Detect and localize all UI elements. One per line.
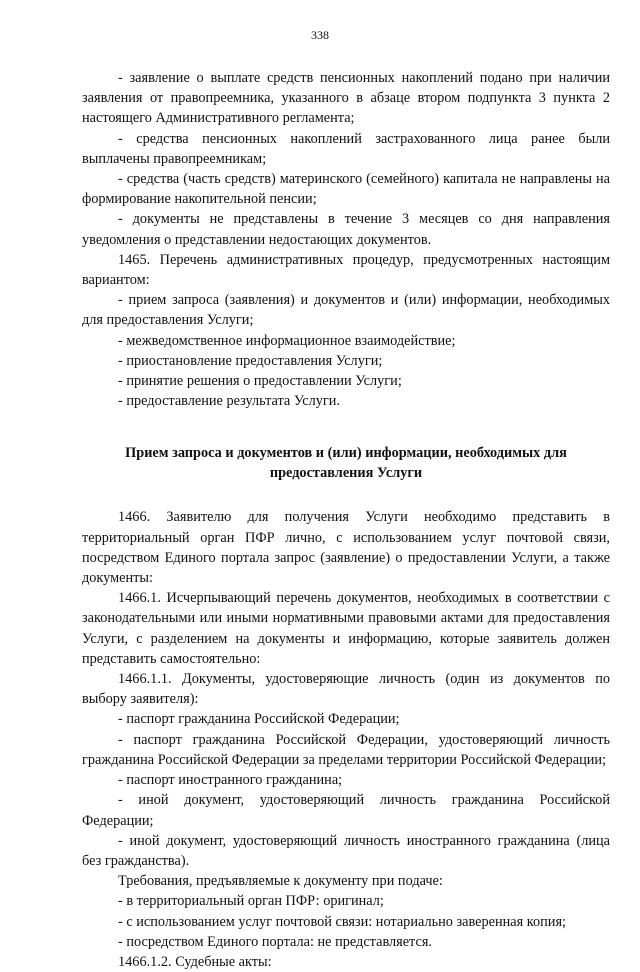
list-item: - принятие решения о предоставлении Услуги; xyxy=(118,373,402,390)
list-item: - межведомственное информационное взаимодействие; xyxy=(118,332,456,349)
paragraph: - средства пенсионных накоплений застрахованного лица ранее были выплачены правопреемникам; xyxy=(82,130,610,167)
paragraph: - заявление о выплате средств пенсионных накоплений подано при наличии заявления от правопреемника, указанного в абзаце втором подпункта 3 пункта 2 настоящего Административного регламента; xyxy=(82,70,610,127)
list-item: - прием запроса (заявления) и документов и (или) информации, необходимых для предоставления Услуги; xyxy=(82,292,610,329)
list-item: - паспорт иностранного гражданина; xyxy=(118,772,343,789)
section-heading: Прием запроса и документов и (или) информации, необходимых для предоставления Услуги xyxy=(125,445,567,482)
list-item: - иной документ, удостоверяющий личность иностранного гражданина (лица без гражданства). xyxy=(82,832,610,869)
list-item: - в территориальный орган ПФР: оригинал; xyxy=(118,893,384,910)
paragraph: 1466.1.1. Документы, удостоверяющие личность (один из документов по выбору заявителя): xyxy=(82,671,610,708)
paragraph: 1466.1.2. Судебные акты: xyxy=(118,953,272,970)
paragraph: 1465. Перечень административных процедур, предусмотренных настоящим вариантом: xyxy=(82,251,610,289)
paragraph: 1466.1. Исчерпывающий перечень документов, необходимых в соответствии с законодательными или иными нормативными правовыми актами для предоставления Услуги, с разделением на документы и информацию, которые заявитель должен представить самостоятельно: xyxy=(82,590,610,667)
page-number: 338 xyxy=(311,28,329,42)
list-item: - иной документ, удостоверяющий личность гражданина Российской Федерации; xyxy=(82,792,610,829)
paragraph: - средства (часть средств) материнского (семейного) капитала не направлены на формирование накопительной пенсии; xyxy=(82,171,610,208)
list-item: - посредством Единого портала: не представляется. xyxy=(118,933,432,950)
paragraph: - документы не представлены в течение 3 месяцев со дня направления уведомления о представлении недостающих документов. xyxy=(82,211,610,248)
document-body xyxy=(82,68,610,972)
paragraph: Требования, предъявляемые к документу при подаче: xyxy=(118,873,443,890)
list-item: - предоставление результата Услуги. xyxy=(118,393,340,410)
paragraph: 1466. Заявителю для получения Услуги необходимо представить в территориальный орган ПФР лично, с использованием услуг почтовой связи, посредством Единого портала запрос (заявление) о предоставлении Услуги, а также документы: xyxy=(82,509,610,587)
list-item: - приостановление предоставления Услуги; xyxy=(118,352,383,369)
list-item: - паспорт гражданина Российской Федерации, удостоверяющий личность гражданина Российской Федерации за пределами территории Российской Федерации; xyxy=(82,731,610,768)
list-item: - с использованием услуг почтовой связи: нотариально заверенная копия; xyxy=(118,913,566,930)
list-item: - паспорт гражданина Российской Федерации; xyxy=(118,711,400,728)
